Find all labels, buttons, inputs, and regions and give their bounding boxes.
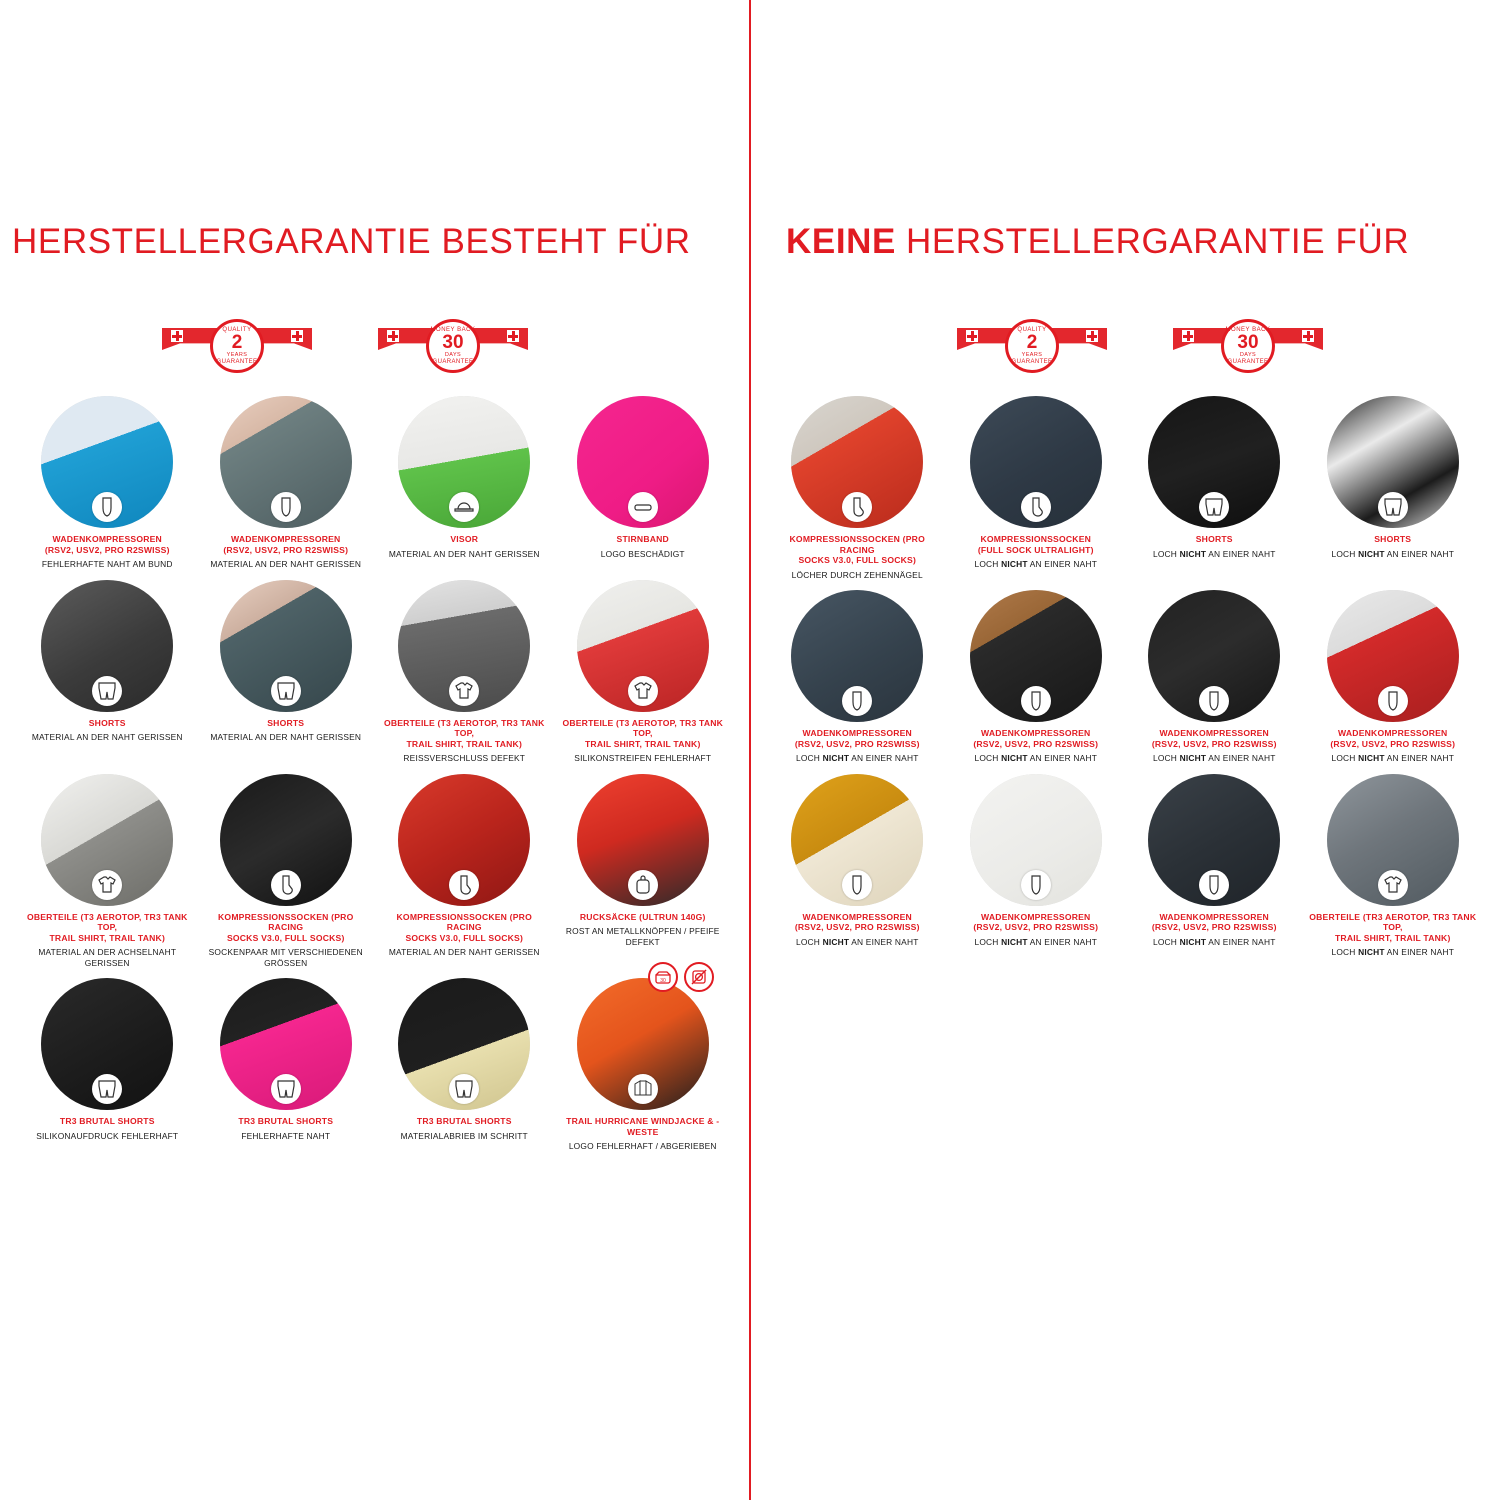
warranty-item-card <box>947 774 1126 958</box>
item-defect-description: FEHLERHAFTE NAHT <box>241 1130 331 1141</box>
item-photo-wrap <box>398 978 530 1110</box>
item-caption <box>379 1116 549 1141</box>
calf-sleeve-icon <box>842 870 872 900</box>
item-photo-wrap <box>1327 590 1459 722</box>
item-caption <box>558 718 728 764</box>
item-photo-wrap <box>791 590 923 722</box>
item-photo-wrap <box>220 396 352 528</box>
quality-2-years-guarantee-badge <box>157 316 317 376</box>
shorts-icon <box>92 676 122 706</box>
swiss-cross-icon <box>1302 330 1314 342</box>
badge-disc <box>1221 319 1275 373</box>
svg-text:30: 30 <box>660 978 666 984</box>
calf-sleeve-icon <box>1021 686 1051 716</box>
warranty-item-card <box>18 580 197 764</box>
warranty-item-card <box>554 774 733 969</box>
warranty-item-card <box>18 774 197 969</box>
item-product-name: OBERTEILE (T3 AEROTOP, TR3 TANK TOP, TRAIL SHIRT, TRAIL TANK) <box>26 911 188 943</box>
item-defect-description: MATERIAL AN DER NAHT GERISSEN <box>388 947 540 957</box>
right-badges <box>750 314 1500 378</box>
item-defect-description: MATERIAL AN DER ACHSELNAHT GERISSEN <box>38 947 177 968</box>
item-defect-description: LOCH NICHT AN EINER NAHT <box>795 936 919 947</box>
item-caption <box>201 1116 371 1141</box>
item-caption <box>1308 534 1478 559</box>
shorts-icon <box>1378 492 1408 522</box>
item-photo-wrap <box>41 774 173 906</box>
item-defect-description: LOCH NICHT AN EINER NAHT <box>1331 753 1455 763</box>
warranty-item-card <box>18 978 197 1152</box>
item-product-name: OBERTEILE (TR3 AEROTOP, TR3 TANK TOP, TRAIL SHIRT, TRAIL TANK) <box>1309 911 1477 943</box>
item-product-name: WADENKOMPRESSOREN (RSV2, USV2, PRO R2SWISS) <box>973 728 1099 749</box>
warranty-item-card <box>554 396 733 570</box>
money-back-30-days-guarantee-badge <box>373 316 533 376</box>
warranty-item-card <box>197 978 376 1152</box>
item-photo-wrap <box>1148 774 1280 906</box>
item-product-name: VISOR <box>450 534 479 544</box>
item-defect-description: FEHLERHAFTE NAHT AM BUND <box>41 559 173 569</box>
item-defect-description: MATERIAL AN DER NAHT GERISSEN <box>210 732 362 742</box>
care-instruction-icons <box>648 962 714 992</box>
item-photo-wrap <box>1327 396 1459 528</box>
item-photo-wrap <box>791 774 923 906</box>
badge-bottom-label: GUARANTEE <box>1011 358 1053 365</box>
item-defect-description: LOCH NICHT AN EINER NAHT <box>974 753 1098 763</box>
headband-icon <box>628 492 658 522</box>
item-product-name: SHORTS <box>267 717 305 728</box>
item-photo-wrap <box>577 774 709 906</box>
warranty-item-card <box>197 774 376 969</box>
item-product-name: KOMPRESSIONSSOCKEN (PRO RACING SOCKS V3.0, FULL SOCKS) <box>218 911 354 943</box>
left-badges <box>0 314 750 378</box>
warranty-item-card <box>197 396 376 570</box>
item-photo-wrap <box>970 396 1102 528</box>
badge-bottom-label: GUARANTEE <box>432 358 474 365</box>
item-photo-wrap <box>41 396 173 528</box>
backpack-icon <box>628 870 658 900</box>
badge-value: 30 <box>442 331 464 353</box>
item-defect-description: LOCH NICHT AN EINER NAHT <box>1152 548 1276 559</box>
item-product-name: KOMPRESSIONSSOCKEN (PRO RACING SOCKS V3.0, FULL SOCKS) <box>789 534 925 565</box>
item-photo-wrap <box>577 978 709 1110</box>
item-caption <box>951 912 1121 948</box>
warranty-item-card <box>18 396 197 570</box>
warranty-item-card <box>375 978 554 1152</box>
item-defect-description: LOGO BESCHÄDIGT <box>600 548 685 559</box>
wash-30-icon <box>648 962 678 992</box>
item-defect-description: LOCH NICHT AN EINER NAHT <box>1331 947 1455 957</box>
warranty-item-card <box>1125 396 1304 580</box>
item-photo-wrap <box>970 590 1102 722</box>
item-caption <box>772 728 942 764</box>
item-photo-wrap <box>398 774 530 906</box>
calf-sleeve-icon <box>842 686 872 716</box>
badge-bottom-label: GUARANTEE <box>216 358 258 365</box>
item-product-name: WADENKOMPRESSOREN (RSV2, USV2, PRO R2SWISS) <box>1151 911 1277 932</box>
item-product-name: TR3 BRUTAL SHORTS <box>416 1116 512 1126</box>
badge-unit: DAYS <box>444 351 462 358</box>
item-product-name: WADENKOMPRESSOREN (RSV2, USV2, PRO R2SWISS) <box>223 534 349 555</box>
item-defect-description: SILIKONSTREIFEN FEHLERHAFT <box>574 753 712 763</box>
calf-sleeve-icon <box>271 492 301 522</box>
item-defect-description: LOCH NICHT AN EINER NAHT <box>1152 936 1276 947</box>
right-item-grid <box>750 396 1500 958</box>
item-photo-wrap <box>41 978 173 1110</box>
item-photo-wrap <box>1148 590 1280 722</box>
badge-value: 2 <box>1026 331 1038 353</box>
badge-bottom-label: GUARANTEE <box>1227 358 1269 365</box>
top-shirt-icon <box>449 676 479 706</box>
item-defect-description: MATERIAL AN DER NAHT GERISSEN <box>210 559 362 569</box>
item-product-name: WADENKOMPRESSOREN (RSV2, USV2, PRO R2SWISS) <box>44 534 170 555</box>
sock-icon <box>449 870 479 900</box>
shorts-icon <box>92 1074 122 1104</box>
item-product-name: OBERTEILE (T3 AEROTOP, TR3 TANK TOP, TRAIL SHIRT, TRAIL TANK) <box>562 717 724 749</box>
item-photo-wrap <box>1327 774 1459 906</box>
item-photo-wrap <box>220 774 352 906</box>
top-shirt-icon <box>92 870 122 900</box>
left-heading-text: HERSTELLERGARANTIE BESTEHT FÜR <box>12 222 691 261</box>
swiss-cross-icon <box>171 330 183 342</box>
item-photo-wrap <box>398 396 530 528</box>
item-defect-description: MATERIALABRIEB IM SCHRITT <box>400 1130 528 1141</box>
badge-value: 30 <box>1237 331 1259 353</box>
item-caption <box>772 534 942 580</box>
left-column-heading <box>0 212 750 272</box>
visor-icon <box>449 492 479 522</box>
item-photo-wrap <box>1148 396 1280 528</box>
item-defect-description: ROST AN METALLKNÖPFEN / PFEIFE DEFEKT <box>565 926 720 947</box>
shorts-icon <box>449 1074 479 1104</box>
item-caption <box>1129 534 1299 559</box>
item-defect-description: LOCH NICHT AN EINER NAHT <box>1331 548 1455 559</box>
warranty-item-card <box>1125 774 1304 958</box>
item-caption <box>379 534 549 559</box>
item-product-name: WADENKOMPRESSOREN (RSV2, USV2, PRO R2SWISS) <box>973 911 1099 932</box>
badge-value: 2 <box>231 331 243 353</box>
warranty-item-card <box>375 580 554 764</box>
calf-sleeve-icon <box>1199 870 1229 900</box>
top-shirt-icon <box>1378 870 1408 900</box>
item-caption <box>951 534 1121 570</box>
item-product-name: TR3 BRUTAL SHORTS <box>238 1116 334 1126</box>
item-defect-description: LOCH NICHT AN EINER NAHT <box>1152 753 1276 763</box>
item-caption <box>22 534 192 570</box>
item-product-name: WADENKOMPRESSOREN (RSV2, USV2, PRO R2SWISS) <box>794 728 920 749</box>
badge-unit: YEARS <box>1021 351 1043 358</box>
calf-sleeve-icon <box>1378 686 1408 716</box>
item-caption <box>951 728 1121 764</box>
badge-top-label: QUALITY <box>222 326 252 333</box>
calf-sleeve-icon <box>92 492 122 522</box>
right-heading-text: HERSTELLERGARANTIE FÜR <box>905 222 1410 261</box>
quality-2-years-guarantee-badge <box>952 316 1112 376</box>
sock-icon <box>842 492 872 522</box>
badge-disc <box>426 319 480 373</box>
left-item-grid <box>0 396 750 1152</box>
warranty-item-card <box>947 396 1126 580</box>
item-product-name: OBERTEILE (T3 AEROTOP, TR3 TANK TOP, TRAIL SHIRT, TRAIL TANK) <box>383 717 545 749</box>
right-heading-bold-text: KEINE <box>786 222 896 261</box>
item-caption <box>1129 728 1299 764</box>
warranty-item-card <box>1125 590 1304 764</box>
item-defect-description: SILIKONAUFDRUCK FEHLERHAFT <box>36 1130 179 1141</box>
warranty-item-card <box>1304 590 1483 764</box>
warranty-item-card <box>768 590 947 764</box>
item-product-name: KOMPRESSIONSSOCKEN (PRO RACING SOCKS V3.0, FULL SOCKS) <box>396 911 532 943</box>
item-product-name: SHORTS <box>1374 534 1412 544</box>
swiss-cross-icon <box>507 330 519 342</box>
warranty-item-card <box>375 774 554 969</box>
warranty-item-card <box>1304 396 1483 580</box>
sock-icon <box>271 870 301 900</box>
swiss-cross-icon <box>291 330 303 342</box>
item-defect-description: SOCKENPAAR MIT VERSCHIEDENEN GRÖSSEN <box>208 947 363 968</box>
badge-top-label: MONEY BACK <box>430 326 476 333</box>
item-defect-description: LOCH NICHT AN EINER NAHT <box>974 559 1098 569</box>
item-caption <box>1308 912 1478 958</box>
item-product-name: WADENKOMPRESSOREN (RSV2, USV2, PRO R2SWISS) <box>1330 728 1456 749</box>
item-caption <box>201 534 371 570</box>
badge-disc <box>1005 319 1059 373</box>
item-product-name: TRAIL HURRICANE WINDJACKE & -WESTE <box>566 1116 720 1137</box>
badge-disc <box>210 319 264 373</box>
item-photo-wrap <box>577 396 709 528</box>
item-caption <box>1308 728 1478 764</box>
swiss-cross-icon <box>1182 330 1194 342</box>
warranty-item-card <box>197 580 376 764</box>
item-product-name: RUCKSÄCKE (ULTRUN 140G) <box>579 911 706 922</box>
badge-unit: DAYS <box>1239 351 1257 358</box>
item-caption <box>22 718 192 743</box>
item-photo-wrap <box>577 580 709 712</box>
shorts-icon <box>271 676 301 706</box>
item-photo-wrap <box>791 396 923 528</box>
item-caption <box>201 718 371 743</box>
warranty-item-card <box>554 580 733 764</box>
badge-unit: YEARS <box>226 351 248 358</box>
swiss-cross-icon <box>1086 330 1098 342</box>
calf-sleeve-icon <box>1021 870 1051 900</box>
item-product-name: SHORTS <box>1195 534 1233 544</box>
item-caption <box>379 718 549 764</box>
sock-icon <box>1021 492 1051 522</box>
item-caption <box>558 534 728 559</box>
item-photo-wrap <box>970 774 1102 906</box>
item-caption <box>22 912 192 969</box>
item-defect-description: LOCH NICHT AN EINER NAHT <box>974 936 1098 947</box>
badge-top-label: MONEY BACK <box>1225 326 1271 333</box>
warranty-item-card <box>768 774 947 958</box>
warranty-item-card <box>768 396 947 580</box>
item-caption <box>201 912 371 969</box>
item-defect-description: MATERIAL AN DER NAHT GERISSEN <box>388 548 540 559</box>
item-photo-wrap <box>41 580 173 712</box>
top-shirt-icon <box>628 676 658 706</box>
shorts-icon <box>271 1074 301 1104</box>
item-product-name: KOMPRESSIONSSOCKEN (FULL SOCK ULTRALIGHT) <box>977 534 1094 555</box>
item-defect-description: REISSVERSCHLUSS DEFEKT <box>403 753 526 763</box>
warranty-item-card <box>375 396 554 570</box>
item-caption <box>22 1116 192 1141</box>
warranty-item-card <box>1304 774 1483 958</box>
no-tumble-dry-icon <box>684 962 714 992</box>
item-defect-description: LOGO FEHLERHAFT / ABGERIEBEN <box>568 1141 717 1151</box>
item-photo-wrap <box>398 580 530 712</box>
item-product-name: TR3 BRUTAL SHORTS <box>59 1116 155 1126</box>
shorts-icon <box>1199 492 1229 522</box>
item-product-name: WADENKOMPRESSOREN (RSV2, USV2, PRO R2SWISS) <box>1151 728 1277 749</box>
item-defect-description: MATERIAL AN DER NAHT GERISSEN <box>31 732 183 742</box>
item-defect-description: LOCH NICHT AN EINER NAHT <box>795 753 919 763</box>
swiss-cross-icon <box>966 330 978 342</box>
warranty-item-card <box>554 978 733 1152</box>
item-caption <box>1129 912 1299 948</box>
item-caption <box>379 912 549 958</box>
item-photo-wrap <box>220 580 352 712</box>
calf-sleeve-icon <box>1199 686 1229 716</box>
right-column-warranty-excluded <box>750 0 1500 1500</box>
warranty-item-card <box>947 590 1126 764</box>
item-caption <box>558 912 728 948</box>
jacket-icon <box>628 1074 658 1104</box>
item-caption <box>772 912 942 948</box>
badge-top-label: QUALITY <box>1017 326 1047 333</box>
item-product-name: STIRNBAND <box>616 534 669 544</box>
item-product-name: WADENKOMPRESSOREN (RSV2, USV2, PRO R2SWISS) <box>794 911 920 932</box>
swiss-cross-icon <box>387 330 399 342</box>
item-caption <box>558 1116 728 1152</box>
item-photo-wrap <box>220 978 352 1110</box>
right-column-heading <box>750 212 1500 272</box>
item-product-name: SHORTS <box>88 717 126 728</box>
item-defect-description: LÖCHER DURCH ZEHENNÄGEL <box>791 569 923 580</box>
money-back-30-days-guarantee-badge <box>1168 316 1328 376</box>
